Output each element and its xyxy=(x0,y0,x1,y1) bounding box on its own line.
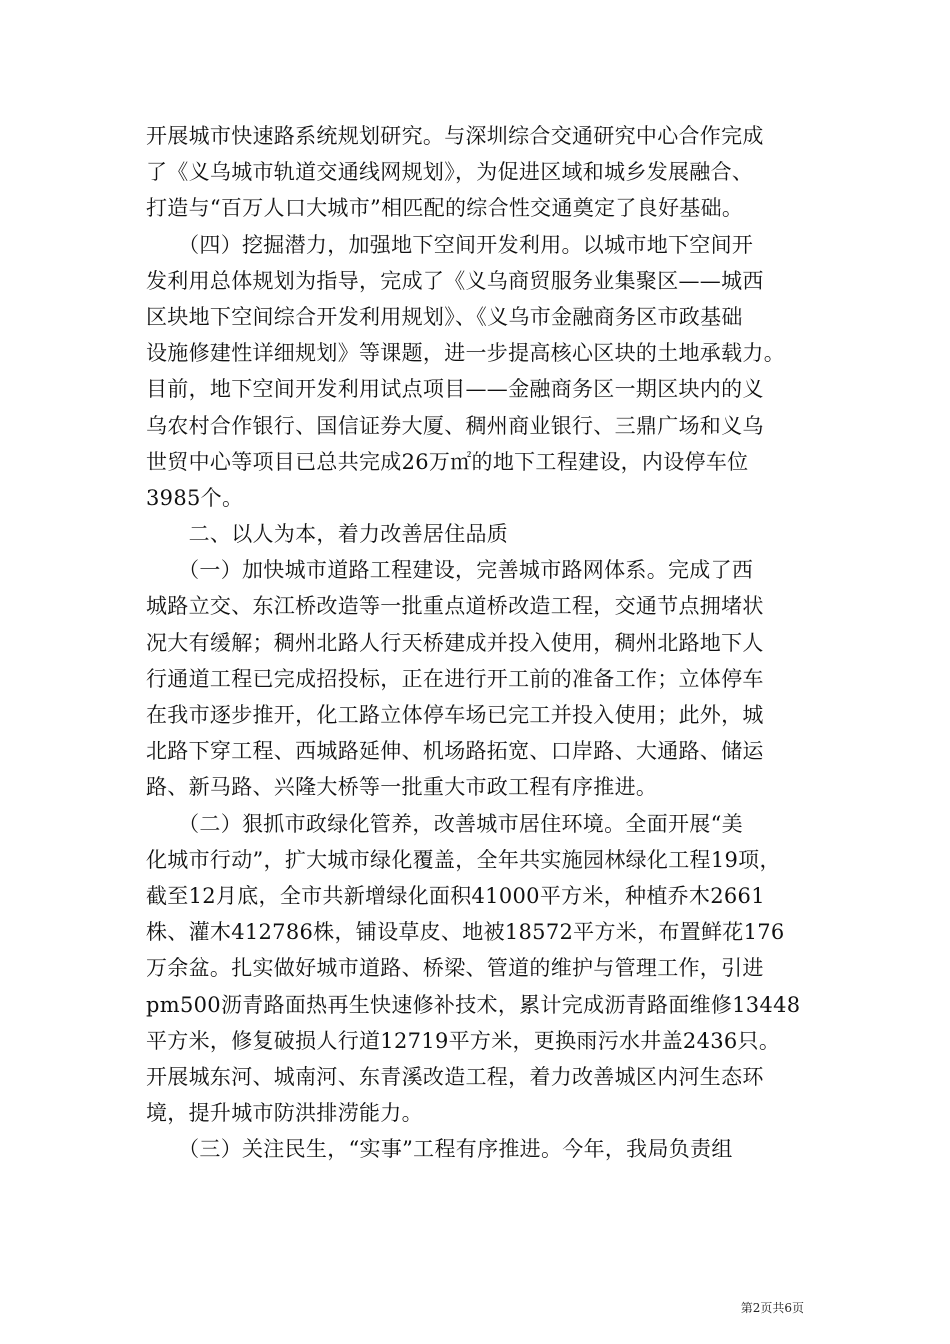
text-line: （一）加快城市道路工程建设，完善城市路网体系。完成了西 xyxy=(146,558,754,583)
text-line: 了《义乌城市轨道交通线网规划》，为促进区域和城乡发展融合、 xyxy=(146,160,754,185)
text-line: 平方米，修复破损人行道12719平方米，更换雨污水井盖2436只。 xyxy=(146,1028,781,1053)
text-line: 截至12月底，全市共新增绿化面积41000平方米，种植乔木2661 xyxy=(146,883,765,908)
page-number: 第2页共6页 xyxy=(740,1301,804,1315)
text-line: （三）关注民生，“实事”工程有序推进。今年，我局负责组 xyxy=(146,1137,733,1162)
text-line: 打造与“百万人口大城市”相匹配的综合性交通奠定了良好基础。 xyxy=(146,196,744,221)
text-line: 开展城东河、城南河、东青溪改造工程，着力改善城区内河生态环 xyxy=(146,1064,764,1089)
text-line: 路、新马路、兴隆大桥等一批重大市政工程有序推进。 xyxy=(146,775,658,800)
section-heading: 二、以人为本，着力改善居住品质 xyxy=(146,522,509,547)
text-line: 北路下穿工程、西城路延伸、机场路拓宽、口岸路、大通路、储运 xyxy=(146,739,764,764)
body-text xyxy=(146,118,810,1167)
text-line: 株、灌木412786株，铺设草皮、地被18572平方米，布置鲜花176 xyxy=(146,920,785,945)
text-line: 行通道工程已完成招投标，正在进行开工前的准备工作；立体停车 xyxy=(146,666,764,691)
text-line: pm500沥青路面热再生快速修补技术，累计完成沥青路面维修13448 xyxy=(146,992,801,1017)
text-line: 化城市行动”，扩大城市绿化覆盖，全年共实施园林绿化工程19项， xyxy=(146,847,781,872)
text-line: （四）挖掘潜力，加强地下空间开发利用。以城市地下空间开 xyxy=(146,232,754,257)
text-line: 城路立交、东江桥改造等一批重点道桥改造工程，交通节点拥堵状 xyxy=(146,594,764,619)
text-line: 设施修建性详细规划》等课题，进一步提高核心区块的土地承载力。 xyxy=(146,341,785,366)
text-line: 在我市逐步推开，化工路立体停车场已完工并投入使用；此外，城 xyxy=(146,703,764,727)
text-line: 境，提升城市防洪排涝能力。 xyxy=(146,1101,423,1126)
text-line: 乌农村合作银行、国信证券大厦、稠州商业银行、三鼎广场和义乌 xyxy=(146,413,764,438)
text-line: 区块地下空间综合开发利用规划》、《义乌市金融商务区市政基础 xyxy=(146,304,743,329)
text-line: 目前，地下空间开发利用试点项目——金融商务区一期区块内的义 xyxy=(146,377,764,402)
text-line: 3985个。 xyxy=(146,485,244,510)
text-line: 万余盆。扎实做好城市道路、桥梁、管道的维护与管理工作，引进 xyxy=(146,956,764,981)
text-line: 开展城市快速路系统规划研究。与深圳综合交通研究中心合作完成 xyxy=(146,124,764,148)
text-line: 世贸中心等项目已总共完成26万㎡的地下工程建设，内设停车位 xyxy=(146,449,749,474)
text-line: 发利用总体规划为指导，完成了《义乌商贸服务业集聚区——城西 xyxy=(146,268,764,293)
text-line: 况大有缓解；稠州北路人行天桥建成并投入使用，稠州北路地下人 xyxy=(146,630,764,655)
text-line: （二）狠抓市政绿化管养，改善城市居住环境。全面开展“美 xyxy=(146,811,743,836)
